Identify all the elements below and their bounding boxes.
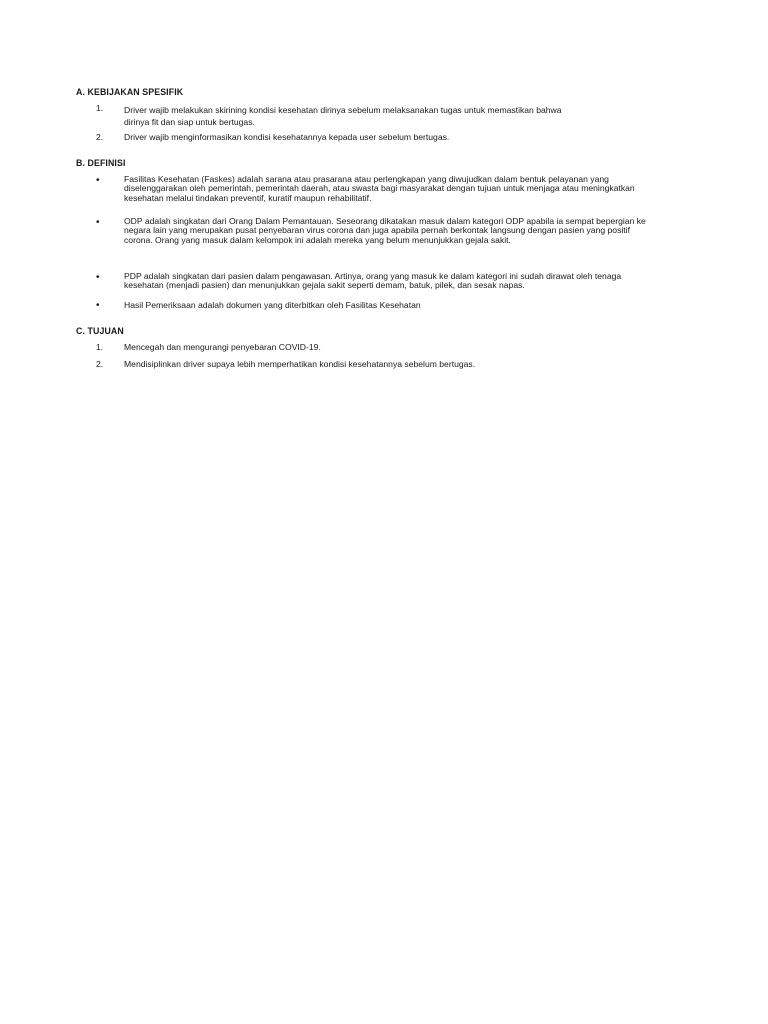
definition-text-pdp: PDP adalah singkatan dari pasien dalam pengawasan. Artinya, orang yang masuk ke dalam kategori ini sudah dirawat oleh tenaga kesehatan (menjadi pasien) dan menunjukkan gejala sakit seperti demam, batuk, pilek, dan sesak napas. <box>124 271 622 291</box>
list-number: 1. <box>96 103 104 113</box>
list-item-text: Driver wajib melakukan skirining kondisi kesehatan dirinya sebelum melaksanakan tugas untuk memastikan bahwa dirinya fit dan siap untuk bertugas. <box>124 105 562 127</box>
section-heading-kebijakan-spesifik: A. KEBIJAKAN SPESIFIK <box>76 87 184 97</box>
section-heading-definisi: B. DEFINISI <box>76 158 126 168</box>
bullet-icon: • <box>96 272 100 283</box>
list-item-text: Mencegah dan mengurangi penyebaran COVID-19. <box>124 342 321 352</box>
section-heading-tujuan: C. TUJUAN <box>76 326 124 336</box>
definition-text-hasil-pemeriksaan: Hasil Pemeriksaan adalah dokumen yang diterbitkan oleh Fasilitas Kesehatan <box>124 300 421 310</box>
list-number: 1. <box>96 342 104 352</box>
list-number: 2. <box>96 359 104 369</box>
list-item-text: Mendisiplinkan driver supaya lebih memperhatikan kondisi kesehatannya sebelum bertugas. <box>124 359 476 369</box>
bullet-icon: • <box>96 300 100 311</box>
list-item-text: Driver wajib menginformasikan kondisi kesehatannya kepada user sebelum bertugas. <box>124 132 450 142</box>
definition-text-faskes: Fasilitas Kesehatan (Faskes) adalah sarana atau prasarana atau perlengkapan yang diwujudkan dalam bentuk pelayanan yang diselenggarakan oleh pemerintah, pemerintah daerah, atau swasta bagi masyarakat dengan tujuan untuk menjaga atau meningkatkan kesehatan melalui tindakan preventif, kuratif maupun rehabilitatif. <box>124 174 635 203</box>
definition-text-odp: ODP adalah singkatan dari Orang Dalam Pemantauan. Seseorang dikatakan masuk dalam kategori ODP apabila ia sempat bepergian ke negara lain yang merupakan pusat penyebaran virus corona dan juga apabila pernah berkontak langsung dengan pasien yang positif corona. Orang yang masuk dalam kelompok ini adalah mereka yang belum menunjukkan gejala sakit. <box>124 216 646 245</box>
bullet-icon: • <box>96 175 100 186</box>
list-number: 2. <box>96 132 104 142</box>
bullet-icon: • <box>96 217 100 228</box>
